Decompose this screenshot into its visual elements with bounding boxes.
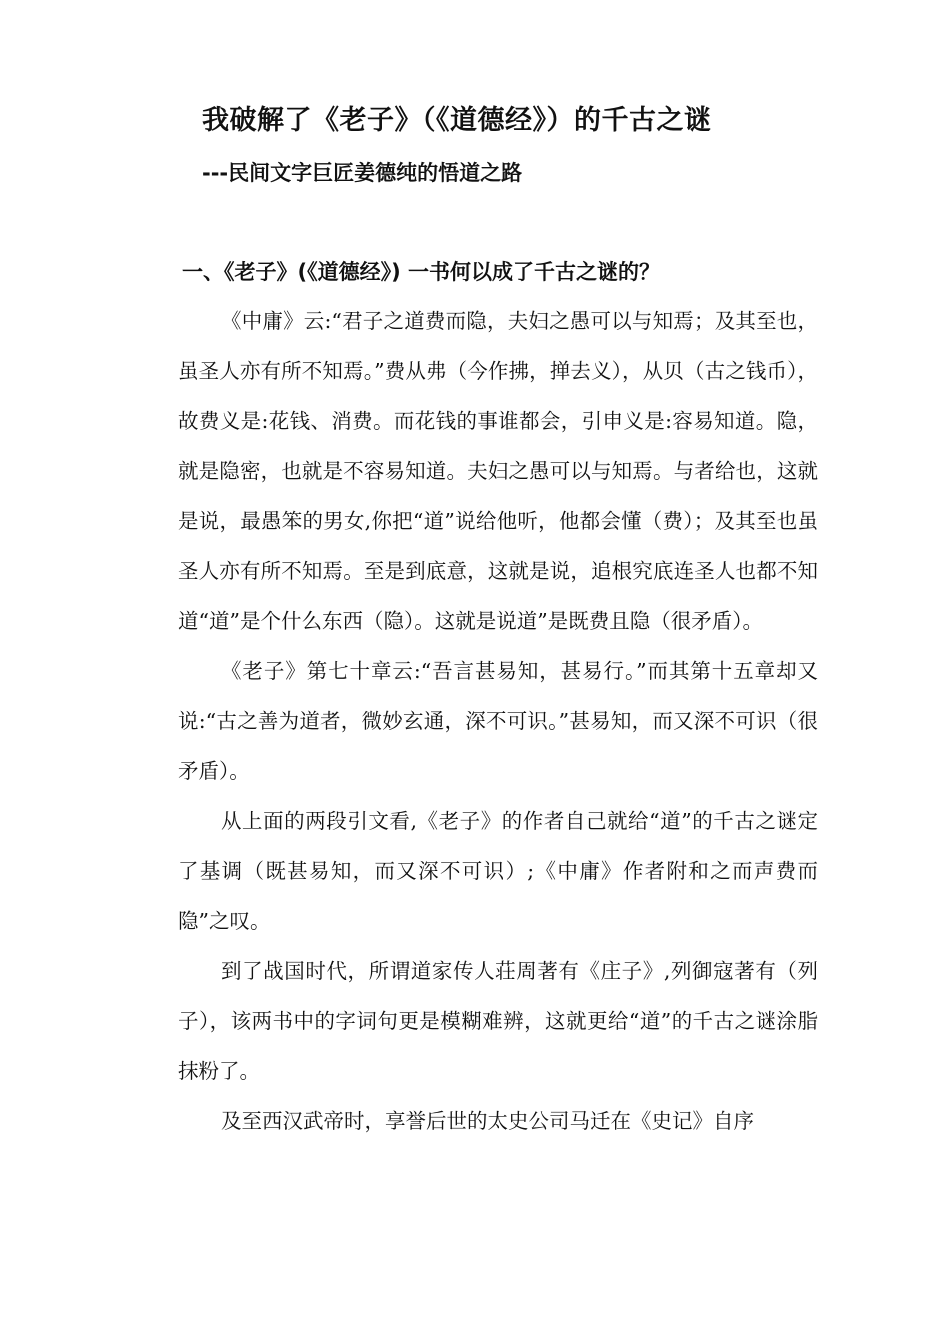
body-text [178, 296, 818, 1146]
document-subtitle: ---民间文字巨匠姜德纯的悟道之路 [202, 161, 523, 185]
paragraph-warring-states: 到了战国时代，所谓道家传人荘周著有《庄子》,列御寇著有（列子），该两书中的字词句更是模糊难辨，这就更给“道”的千古之谜涂脂抹粉了。 [178, 959, 818, 1083]
paragraph-two-quotes: 从上面的两段引文看,《老子》的作者自己就给“道”的千古之谜定了基调（既甚易知，而又深不可识）;《中庸》作者附和之而声费而隐”之叹。 [178, 809, 818, 933]
document-title: 我破解了《老子》（《道德经》）的千古之谜 [202, 105, 712, 136]
section-heading: 一、《老子》(《道德经》) 一书何以成了千古之谜的？ [182, 260, 661, 284]
paragraph-zhongyong: 《中庸》云:“君子之道费而隐，夫妇之愚可以与知焉；及其至也，虽圣人亦有所不知焉。”费从弗（今作拂，掸去义），从贝（古之钱币），故费义是:花钱、消费。而花钱的事谁都会，引申义是:容易知道。隐，就是隐密，也就是不容易知道。夫妇之愚可以与知焉。与者给也，这就是说，最愚笨的男女,你把“道”说给他听，他都会懂（费）；及其至也虽圣人亦有所不知焉。至是到底意，这就是说，追根究底连圣人也都不知道“道”是个什么东西（隐）。这就是说道”是既费且隐（很矛盾）。 [178, 309, 818, 633]
paragraph-laozi-chapter: 《老子》第七十章云:“吾言甚易知，甚易行。”而其第十五章却又说:“古之善为道者，微妙玄通，深不可识。”甚易知，而又深不可识（很矛盾）。 [178, 659, 818, 783]
paragraph-western-han: 及至西汉武帝时，享誉后世的太史公司马迁在《史记》自序 [221, 1109, 754, 1133]
